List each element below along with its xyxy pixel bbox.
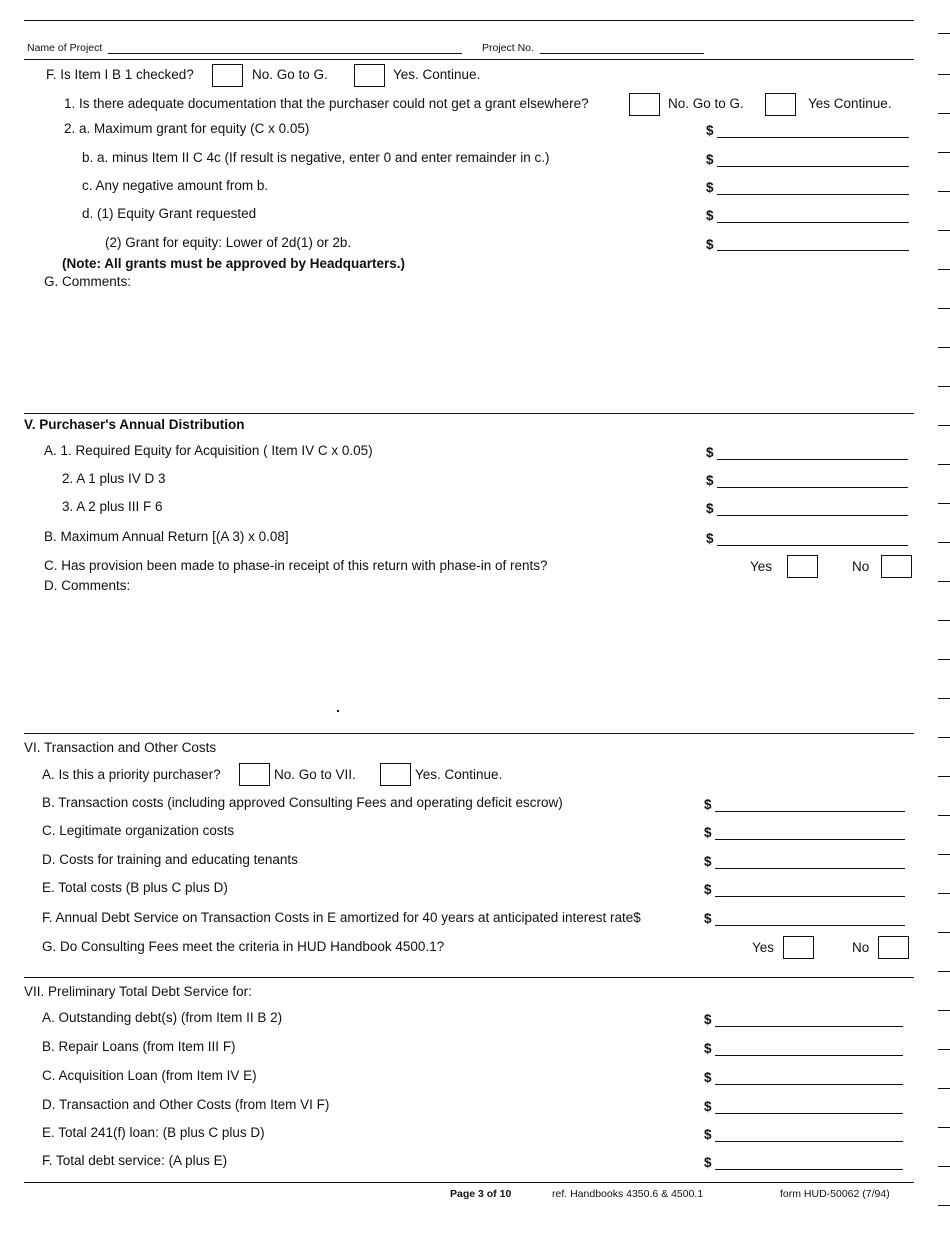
v-a1-dollar: $: [706, 445, 714, 460]
f-yes-label: Yes. Continue.: [393, 67, 481, 82]
v-c-no-checkbox[interactable]: [881, 555, 912, 578]
project-no-label: Project No.: [482, 42, 534, 54]
f2b-field[interactable]: [717, 166, 909, 167]
v-b-field[interactable]: [717, 545, 908, 546]
vii-c-label: C. Acquisition Loan (from Item IV E): [42, 1068, 257, 1083]
f2b-label: b. a. minus Item II C 4c (If result is negative, enter 0 and enter remainder in c.): [82, 150, 550, 165]
vii-b-field[interactable]: [715, 1055, 903, 1056]
f2d1-dollar: $: [706, 208, 714, 223]
footer-page: Page 3 of 10: [450, 1188, 512, 1200]
vii-c-field[interactable]: [715, 1084, 903, 1085]
f1-yes-checkbox[interactable]: [765, 93, 796, 116]
vi-b-label: B. Transaction costs (including approved Consulting Fees and operating deficit escrow): [42, 795, 563, 810]
footer-ref: ref. Handbooks 4350.6 & 4500.1: [552, 1188, 704, 1200]
name-of-project-label: Name of Project: [27, 42, 103, 54]
vi-g-yes-checkbox[interactable]: [783, 936, 814, 959]
stray-dot: [337, 710, 339, 712]
f2d1-label: d. (1) Equity Grant requested: [82, 206, 257, 221]
project-no-field[interactable]: [540, 53, 704, 54]
vi-g-label: G. Do Consulting Fees meet the criteria in HUD Handbook 4500.1?: [42, 939, 445, 954]
vii-a-label: A. Outstanding debt(s) (from Item II B 2): [42, 1010, 283, 1025]
vi-a-no-checkbox[interactable]: [239, 763, 270, 786]
v-b-label: B. Maximum Annual Return [(A 3) x 0.08]: [44, 529, 289, 544]
v-b-dollar: $: [706, 531, 714, 546]
vi-d-dollar: $: [704, 854, 712, 869]
v-a2-field[interactable]: [717, 487, 908, 488]
approval-note: (Note: All grants must be approved by Headquarters.): [62, 256, 406, 271]
f2b-dollar: $: [706, 152, 714, 167]
f-question: F. Is Item I B 1 checked?: [46, 67, 194, 82]
vii-a-field[interactable]: [715, 1026, 903, 1027]
f1-question: 1. Is there adequate documentation that the purchaser could not get a grant elsewhere?: [64, 96, 589, 111]
f1-yes-label: Yes Continue.: [808, 96, 892, 111]
vi-e-field[interactable]: [715, 896, 905, 897]
vi-d-label: D. Costs for training and educating tenants: [42, 852, 298, 867]
vi-e-dollar: $: [704, 882, 712, 897]
header-rule: [24, 59, 914, 60]
footer-form: form HUD-50062 (7/94): [780, 1188, 890, 1200]
vii-e-label: E. Total 241(f) loan: (B plus C plus D): [42, 1125, 265, 1140]
vi-f-dollar: $: [704, 911, 712, 926]
g-comments-area[interactable]: [44, 292, 904, 407]
vi-a-yes-label: Yes. Continue.: [415, 767, 503, 782]
f2c-field[interactable]: [717, 194, 909, 195]
vi-f-field[interactable]: [715, 925, 905, 926]
v-c-yes-checkbox[interactable]: [787, 555, 818, 578]
vii-f-dollar: $: [704, 1155, 712, 1170]
vi-g-no-checkbox[interactable]: [878, 936, 909, 959]
v-c-label: C. Has provision been made to phase-in receipt of this return with phase-in of rents?: [44, 558, 548, 573]
v-a3-dollar: $: [706, 501, 714, 516]
f2a-field[interactable]: [717, 137, 909, 138]
f2d2-dollar: $: [706, 237, 714, 252]
vii-b-dollar: $: [704, 1041, 712, 1056]
top-rule: [24, 20, 914, 21]
f2d2-field[interactable]: [717, 250, 909, 251]
section-v-title: V. Purchaser's Annual Distribution: [24, 417, 245, 432]
f2c-dollar: $: [706, 180, 714, 195]
f2a-dollar: $: [706, 123, 714, 138]
v-d-comments-area[interactable]: [44, 596, 904, 726]
vii-e-dollar: $: [704, 1127, 712, 1142]
f2d1-field[interactable]: [717, 222, 909, 223]
v-a2-dollar: $: [706, 473, 714, 488]
section-vi-rule: [24, 733, 914, 734]
v-a1-field[interactable]: [717, 459, 908, 460]
vi-a-question: A. Is this a priority purchaser?: [42, 767, 221, 782]
vii-d-dollar: $: [704, 1099, 712, 1114]
vi-g-yes-label: Yes: [752, 940, 775, 955]
vii-f-field[interactable]: [715, 1169, 903, 1170]
section-vii-rule: [24, 977, 914, 978]
v-d-comments-label: D. Comments:: [44, 578, 131, 593]
vii-e-field[interactable]: [715, 1141, 903, 1142]
vi-b-dollar: $: [704, 797, 712, 812]
vi-f-label: F. Annual Debt Service on Transaction Costs in E amortized for 40 years at anticipated interest rate$: [42, 910, 641, 925]
f-yes-checkbox[interactable]: [354, 64, 385, 87]
vi-b-field[interactable]: [715, 811, 905, 812]
f-no-label: No. Go to G.: [252, 67, 328, 82]
vi-e-label: E. Total costs (B plus C plus D): [42, 880, 228, 895]
vi-a-no-label: No. Go to VII.: [274, 767, 356, 782]
section-vii-title: VII. Preliminary Total Debt Service for:: [24, 984, 252, 999]
f2c-label: c. Any negative amount from b.: [82, 178, 269, 193]
v-a1-label: A. 1. Required Equity for Acquisition ( Item IV C x 0.05): [44, 443, 373, 458]
vi-c-label: C. Legitimate organization costs: [42, 823, 235, 838]
f1-no-label: No. Go to G.: [668, 96, 744, 111]
v-a3-field[interactable]: [717, 515, 908, 516]
vi-c-dollar: $: [704, 825, 712, 840]
vi-c-field[interactable]: [715, 839, 905, 840]
g-comments-label: G. Comments:: [44, 274, 132, 289]
v-c-no-label: No: [852, 559, 870, 574]
name-of-project-field[interactable]: [108, 53, 462, 54]
f2a-label: 2. a. Maximum grant for equity (C x 0.05): [64, 121, 310, 136]
vi-a-yes-checkbox[interactable]: [380, 763, 411, 786]
v-c-yes-label: Yes: [750, 559, 773, 574]
section-vi-title: VI. Transaction and Other Costs: [24, 740, 217, 755]
f1-no-checkbox[interactable]: [629, 93, 660, 116]
vii-d-label: D. Transaction and Other Costs (from Item VI F): [42, 1097, 330, 1112]
vii-f-label: F. Total debt service: (A plus E): [42, 1153, 228, 1168]
vii-c-dollar: $: [704, 1070, 712, 1085]
vi-g-no-label: No: [852, 940, 870, 955]
f-no-checkbox[interactable]: [212, 64, 243, 87]
f2d2-label: (2) Grant for equity: Lower of 2d(1) or 2b.: [105, 235, 352, 250]
vii-b-label: B. Repair Loans (from Item III F): [42, 1039, 236, 1054]
vi-d-field[interactable]: [715, 868, 905, 869]
vii-a-dollar: $: [704, 1012, 712, 1027]
section-v-rule: [24, 413, 914, 414]
v-a2-label: 2. A 1 plus IV D 3: [62, 471, 166, 486]
footer-rule: [24, 1182, 914, 1183]
v-a3-label: 3. A 2 plus III F 6: [62, 499, 163, 514]
vii-d-field[interactable]: [715, 1113, 903, 1114]
